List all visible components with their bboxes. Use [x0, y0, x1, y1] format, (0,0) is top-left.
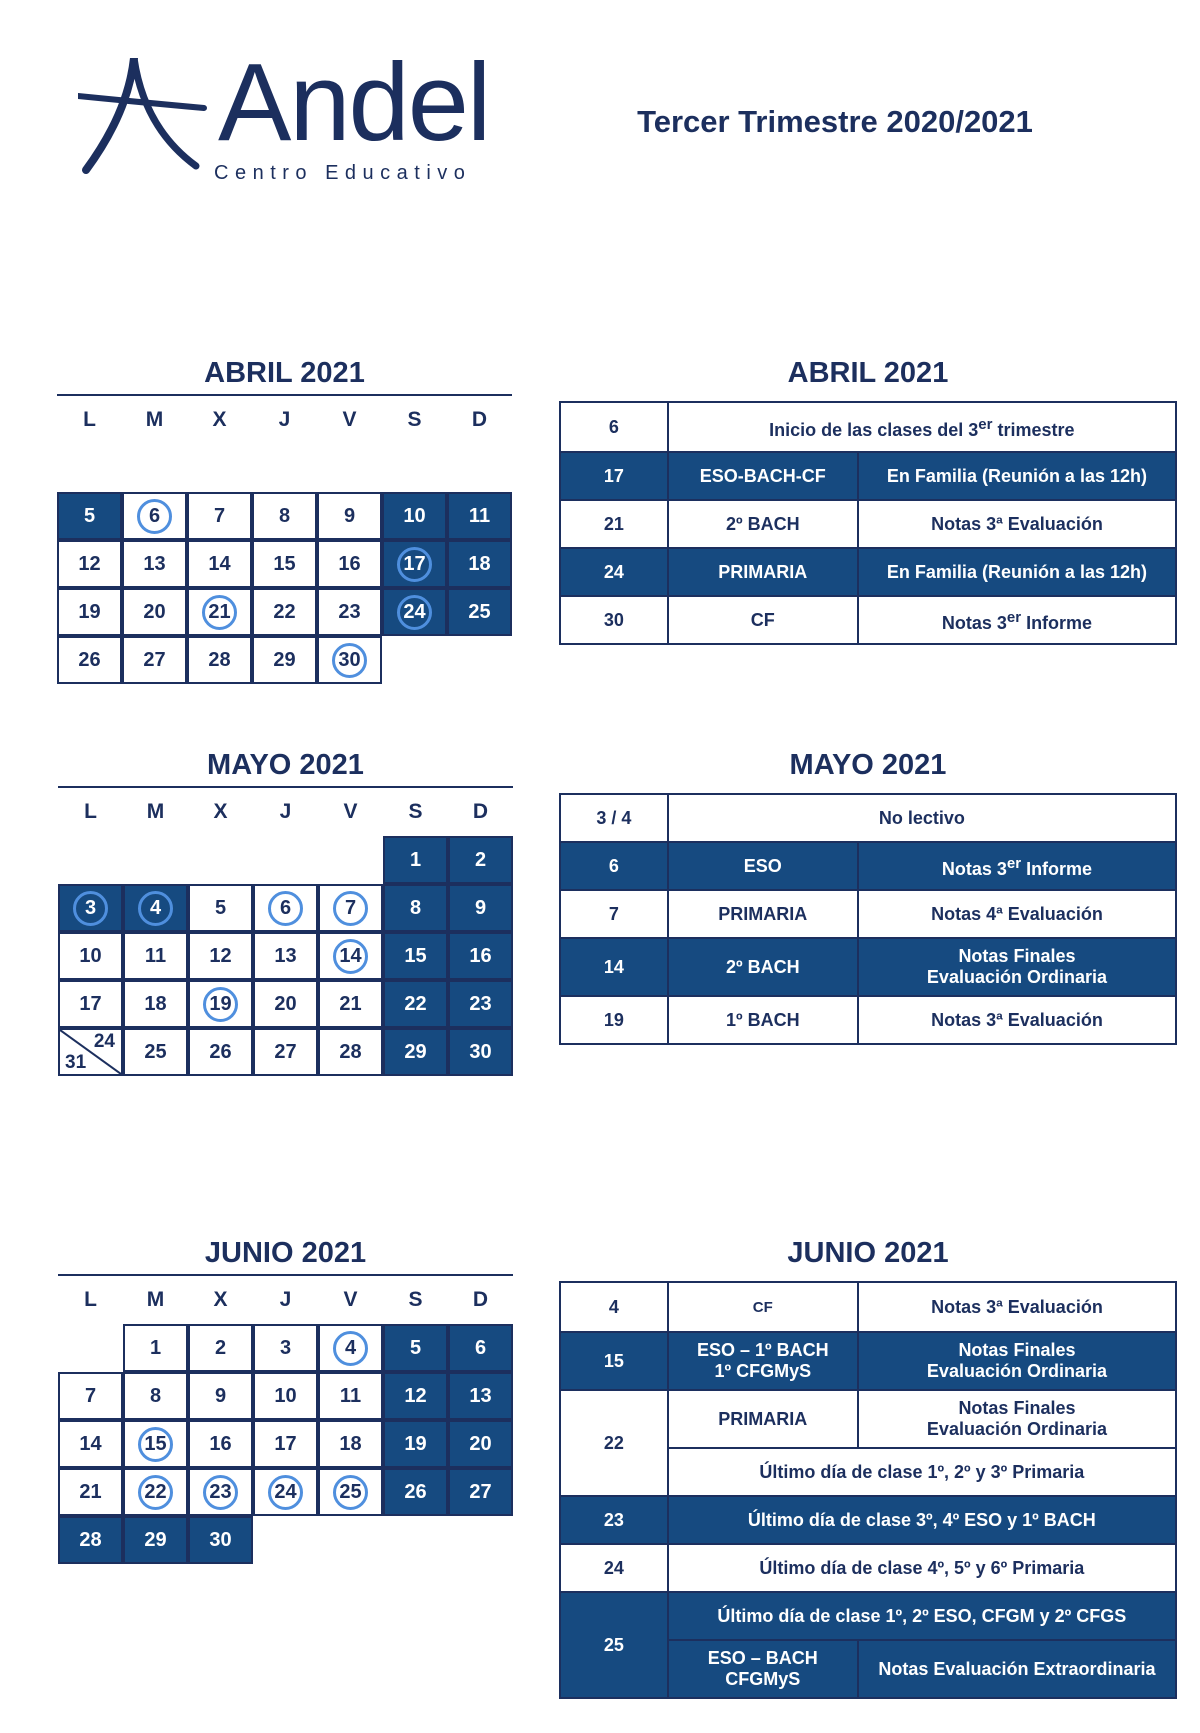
calendar-day: [57, 588, 122, 636]
andel-logo-icon: [78, 58, 228, 178]
table-row: [560, 996, 1176, 1044]
calendar-day: [383, 1028, 448, 1076]
events-title: ABRIL 2021: [787, 357, 949, 389]
weekday-label: J: [278, 408, 291, 431]
day-number: 23: [338, 600, 361, 623]
weekday-label: L: [83, 408, 96, 431]
event-text: En Familia (Reunión a las 12h): [858, 548, 1176, 596]
calendar-day: [318, 1324, 383, 1372]
event-group: ESO – 1º BACH 1º CFGMyS: [668, 1332, 858, 1390]
calendar-day: [58, 1372, 123, 1420]
calendar-day: [317, 588, 382, 636]
weekday-label: V: [342, 408, 357, 431]
day-number: 10: [403, 504, 426, 527]
day-number: 16: [338, 552, 361, 575]
day-number: 13: [469, 1384, 492, 1407]
highlighted-day-number: 19: [203, 987, 238, 1022]
event-group: CF: [668, 1282, 858, 1332]
day-number: 28: [79, 1528, 102, 1551]
event-text: Notas Finales Evaluación Ordinaria: [858, 1332, 1176, 1390]
calendar-day: [317, 636, 382, 684]
weekday-label: M: [146, 1288, 165, 1311]
highlighted-day-number: 14: [333, 939, 368, 974]
calendar-day: [123, 980, 188, 1028]
table-row: [560, 452, 1176, 500]
calendar-day: [383, 884, 448, 932]
calendar-day: [448, 932, 513, 980]
day-number: 18: [468, 552, 491, 575]
day-number: 25: [144, 1040, 167, 1063]
event-text: En Familia (Reunión a las 12h): [858, 452, 1176, 500]
highlighted-day-number: 6: [137, 499, 172, 534]
day-number: 31: [65, 1052, 87, 1073]
calendar-day: [123, 1468, 188, 1516]
calendar-day: [448, 1468, 513, 1516]
calendar-day: [383, 1420, 448, 1468]
calendar-junio: [58, 1232, 513, 1564]
day-number: 27: [274, 1040, 297, 1063]
day-number: 7: [213, 504, 226, 527]
weekday-label: J: [279, 1288, 292, 1311]
calendar-mayo: [58, 744, 513, 1076]
day-number: 19: [404, 1432, 427, 1455]
day-number: 9: [214, 1384, 227, 1407]
calendar-day: [317, 540, 382, 588]
day-number: 11: [339, 1384, 362, 1407]
day-number: 12: [78, 552, 101, 575]
calendar-day: [252, 492, 317, 540]
day-number: 12: [209, 944, 232, 967]
event-group: PRIMARIA: [668, 1390, 858, 1448]
day-number: 8: [278, 504, 291, 527]
calendar-day: [57, 636, 122, 684]
calendar-day: [188, 1468, 253, 1516]
weekday-label: M: [145, 408, 164, 431]
day-number: 26: [209, 1040, 232, 1063]
logo: [78, 41, 498, 188]
calendar-day: [57, 492, 122, 540]
calendar-day: [448, 836, 513, 884]
weekday-label: J: [279, 800, 292, 823]
events-title: JUNIO 2021: [787, 1237, 949, 1269]
events-table: [559, 793, 1177, 1045]
calendar-day: [252, 636, 317, 684]
table-row: [560, 1496, 1176, 1544]
highlighted-day-number: 24: [268, 1475, 303, 1510]
document-title: Tercer Trimestre 2020/2021: [637, 104, 1033, 139]
event-day: 21: [560, 500, 668, 548]
calendar-day: [57, 540, 122, 588]
calendar-day: [122, 636, 187, 684]
calendar-day: [318, 1028, 383, 1076]
day-number: 8: [149, 1384, 162, 1407]
highlighted-day-number: 25: [333, 1475, 368, 1510]
highlighted-day-number: 23: [203, 1475, 238, 1510]
event-day: 22: [560, 1390, 668, 1496]
calendar-day: [58, 1420, 123, 1468]
calendar-day: [123, 1516, 188, 1564]
day-number: 5: [214, 896, 227, 919]
table-row: [560, 596, 1176, 644]
day-number: 9: [343, 504, 356, 527]
calendar-day: [123, 1324, 188, 1372]
day-number: 18: [339, 1432, 362, 1455]
event-day: 17: [560, 452, 668, 500]
calendar-day: [123, 1420, 188, 1468]
table-row: [560, 1544, 1176, 1592]
table-row: [560, 1332, 1176, 1390]
weekday-label: X: [212, 408, 227, 431]
event-text: Inicio de las clases del 3er trimestre: [668, 402, 1176, 452]
calendar-day: [253, 1468, 318, 1516]
highlighted-day-number: 30: [332, 643, 367, 678]
events-title: MAYO 2021: [789, 749, 947, 781]
calendar-day: [253, 884, 318, 932]
calendar-day: [448, 884, 513, 932]
events-junio: [559, 1232, 1177, 1699]
day-number: 13: [274, 944, 297, 967]
highlighted-day-number: 24: [397, 595, 432, 630]
day-number: 6: [474, 1336, 487, 1359]
day-number: 17: [274, 1432, 297, 1455]
calendar-day: [318, 932, 383, 980]
calendar-day: [122, 540, 187, 588]
table-row: [560, 938, 1176, 996]
calendar-title: JUNIO 2021: [204, 1237, 367, 1269]
highlighted-day-number: 7: [333, 891, 368, 926]
day-number: 26: [78, 648, 101, 671]
calendar-day: [252, 588, 317, 636]
calendar-grid: [58, 1324, 513, 1564]
calendar-day: [122, 588, 187, 636]
event-text: Notas 3er Informe: [858, 842, 1176, 890]
day-number: 16: [469, 944, 492, 967]
weekday-label: D: [471, 408, 488, 431]
day-number: 9: [474, 896, 487, 919]
day-number: 11: [144, 944, 167, 967]
event-day: 30: [560, 596, 668, 644]
calendar-day: [188, 1324, 253, 1372]
day-number: 27: [469, 1480, 492, 1503]
calendar-day: [58, 1468, 123, 1516]
event-text: Notas 3ª Evaluación: [858, 1282, 1176, 1332]
day-number: 11: [468, 504, 491, 527]
calendar-title: ABRIL 2021: [204, 357, 365, 389]
day-number: 29: [404, 1040, 427, 1063]
calendar-day: [383, 980, 448, 1028]
weekday-label: X: [213, 1288, 228, 1311]
highlighted-day-number: 17: [397, 547, 432, 582]
day-number: 7: [84, 1384, 97, 1407]
weekday-label: D: [472, 800, 489, 823]
event-text: Notas 3ª Evaluación: [858, 500, 1176, 548]
table-row: [560, 500, 1176, 548]
event-text: Último día de clase 1º, 2º ESO, CFGM y 2º CFGS: [668, 1592, 1176, 1640]
calendar-day: [318, 1420, 383, 1468]
day-number: 13: [143, 552, 166, 575]
highlighted-day-number: 3: [73, 891, 108, 926]
event-day: 3 / 4: [560, 794, 668, 842]
event-day: 4: [560, 1282, 668, 1332]
calendar-day: [58, 1516, 123, 1564]
weekday-label: L: [84, 1288, 97, 1311]
event-text: Notas 3er Informe: [858, 596, 1176, 644]
day-number: 24: [93, 1031, 115, 1052]
day-number: 20: [274, 992, 297, 1015]
calendar-day: [188, 980, 253, 1028]
table-row: [560, 890, 1176, 938]
day-number: 22: [273, 600, 296, 623]
events-mayo: [559, 744, 1177, 1045]
events-table: [559, 1281, 1177, 1699]
weekday-label: S: [408, 1288, 423, 1311]
weekday-label: S: [408, 800, 423, 823]
calendar-day: [382, 540, 447, 588]
calendar-day: [318, 884, 383, 932]
event-day: 6: [560, 402, 668, 452]
event-group: ESO-BACH-CF: [668, 452, 858, 500]
calendar-day: [448, 1028, 513, 1076]
calendar-day: [188, 1028, 253, 1076]
calendar-day: [58, 980, 123, 1028]
calendar-day: [58, 884, 123, 932]
day-number: 20: [469, 1432, 492, 1455]
calendar-grid: [57, 444, 512, 684]
table-row: [560, 794, 1176, 842]
highlighted-day-number: 4: [138, 891, 173, 926]
calendar-day: [253, 980, 318, 1028]
day-number: 5: [409, 1336, 422, 1359]
calendar-day: [383, 932, 448, 980]
event-group: CF: [668, 596, 858, 644]
day-number: 1: [409, 848, 422, 871]
event-text: Último día de clase 4º, 5º y 6º Primaria: [668, 1544, 1176, 1592]
calendar-day: [448, 1372, 513, 1420]
calendar-day: [448, 1324, 513, 1372]
calendar-day: [447, 492, 512, 540]
calendar-day: [188, 1516, 253, 1564]
calendar-day: [122, 492, 187, 540]
event-text: Notas Finales Evaluación Ordinaria: [858, 1390, 1176, 1448]
calendar-day: [58, 1028, 123, 1076]
event-day: 24: [560, 1544, 668, 1592]
day-number: 29: [273, 648, 296, 671]
calendar-day: [447, 540, 512, 588]
day-number: 12: [404, 1384, 427, 1407]
day-number: 1: [149, 1336, 162, 1359]
day-number: 29: [144, 1528, 167, 1551]
calendar-day: [187, 588, 252, 636]
event-text: Notas Evaluación Extraordinaria: [858, 1640, 1176, 1698]
event-day: 19: [560, 996, 668, 1044]
calendar-grid: [58, 836, 513, 1076]
day-number: 19: [78, 600, 101, 623]
calendar-day: [383, 1468, 448, 1516]
day-number: 14: [208, 552, 231, 575]
calendar-day: [383, 1324, 448, 1372]
events-abril: [559, 352, 1177, 645]
calendar-abril: [57, 352, 512, 684]
calendar-day: [188, 932, 253, 980]
calendar-day: [123, 1372, 188, 1420]
day-number: 21: [79, 1480, 102, 1503]
weekday-label: M: [146, 800, 165, 823]
table-row: [560, 1390, 1176, 1448]
day-number: 28: [208, 648, 231, 671]
calendar-day: [382, 588, 447, 636]
day-number: 20: [143, 600, 166, 623]
weekday-label: S: [407, 408, 422, 431]
highlighted-day-number: 21: [202, 595, 237, 630]
calendar-day: [123, 932, 188, 980]
day-number: 15: [273, 552, 296, 575]
calendar-day: [447, 588, 512, 636]
brand-subtitle: Centro Educativo: [214, 162, 472, 184]
day-number: 2: [214, 1336, 227, 1359]
event-day: 14: [560, 938, 668, 996]
event-text: Notas 4ª Evaluación: [858, 890, 1176, 938]
event-group: PRIMARIA: [668, 890, 858, 938]
calendar-day: [253, 1028, 318, 1076]
event-day: 25: [560, 1592, 668, 1698]
day-number: 3: [279, 1336, 292, 1359]
table-row: [560, 1592, 1176, 1640]
calendar-day: [382, 492, 447, 540]
day-number: 16: [209, 1432, 232, 1455]
table-row: [560, 1282, 1176, 1332]
calendar-day: [123, 884, 188, 932]
weekday-label: V: [343, 800, 358, 823]
event-text: No lectivo: [668, 794, 1176, 842]
day-number: 2: [474, 848, 487, 871]
calendar-day: [448, 980, 513, 1028]
calendar-day: [253, 1420, 318, 1468]
calendar-day: [317, 492, 382, 540]
day-number: 26: [404, 1480, 427, 1503]
weekday-label: L: [84, 800, 97, 823]
table-row: [560, 842, 1176, 890]
day-number: 30: [209, 1528, 232, 1551]
day-number: 23: [469, 992, 492, 1015]
day-number: 8: [409, 896, 422, 919]
weekday-label: V: [343, 1288, 358, 1311]
event-group: 1º BACH: [668, 996, 858, 1044]
event-group: ESO – BACH CFGMyS: [668, 1640, 858, 1698]
table-row: [560, 548, 1176, 596]
weekday-label: D: [472, 1288, 489, 1311]
highlighted-day-number: 4: [333, 1331, 368, 1366]
day-number: 15: [404, 944, 427, 967]
events-table: [559, 401, 1177, 645]
table-row: [560, 402, 1176, 452]
day-number: 27: [143, 648, 166, 671]
calendar-day: [318, 1372, 383, 1420]
calendar-day: [448, 1420, 513, 1468]
highlighted-day-number: 15: [138, 1427, 173, 1462]
weekday-label: X: [213, 800, 228, 823]
weekday-header: [57, 396, 512, 444]
event-day: 6: [560, 842, 668, 890]
event-group: 2º BACH: [668, 938, 858, 996]
day-number: 10: [79, 944, 102, 967]
event-text: Último día de clase 1º, 2º y 3º Primaria: [668, 1448, 1176, 1496]
event-text: Notas 3ª Evaluación: [858, 996, 1176, 1044]
calendar-day: [252, 540, 317, 588]
highlighted-day-number: 22: [138, 1475, 173, 1510]
event-day: 15: [560, 1332, 668, 1390]
calendar-title: MAYO 2021: [207, 749, 364, 781]
calendar-day: [253, 1372, 318, 1420]
calendar-day: [253, 1324, 318, 1372]
day-number: 10: [274, 1384, 297, 1407]
day-number: 14: [79, 1432, 102, 1455]
calendar-day: [318, 1468, 383, 1516]
event-group: ESO: [668, 842, 858, 890]
calendar-day: [188, 1420, 253, 1468]
calendar-day: [187, 492, 252, 540]
day-number: 28: [339, 1040, 362, 1063]
calendar-day: [383, 1372, 448, 1420]
calendar-day: [58, 932, 123, 980]
calendar-day: [123, 1028, 188, 1076]
event-day: 23: [560, 1496, 668, 1544]
day-number: 18: [144, 992, 167, 1015]
event-group: PRIMARIA: [668, 548, 858, 596]
calendar-day: [318, 980, 383, 1028]
calendar-day: [187, 636, 252, 684]
day-number: 30: [469, 1040, 492, 1063]
day-number: 25: [468, 600, 491, 623]
calendar-day: [188, 884, 253, 932]
event-day: 24: [560, 548, 668, 596]
event-text: Último día de clase 3º, 4º ESO y 1º BACH: [668, 1496, 1176, 1544]
weekday-header: [58, 788, 513, 836]
day-number: 5: [83, 504, 96, 527]
calendar-day: [253, 932, 318, 980]
event-text: Notas Finales Evaluación Ordinaria: [858, 938, 1176, 996]
event-day: 7: [560, 890, 668, 938]
event-group: 2º BACH: [668, 500, 858, 548]
day-number: 17: [79, 992, 102, 1015]
calendar-day: [383, 836, 448, 884]
highlighted-day-number: 6: [268, 891, 303, 926]
brand-name: Andel: [218, 41, 490, 164]
day-number: 21: [339, 992, 362, 1015]
calendar-day: [187, 540, 252, 588]
weekday-header: [58, 1276, 513, 1324]
day-number: 22: [404, 992, 427, 1015]
calendar-day: [188, 1372, 253, 1420]
